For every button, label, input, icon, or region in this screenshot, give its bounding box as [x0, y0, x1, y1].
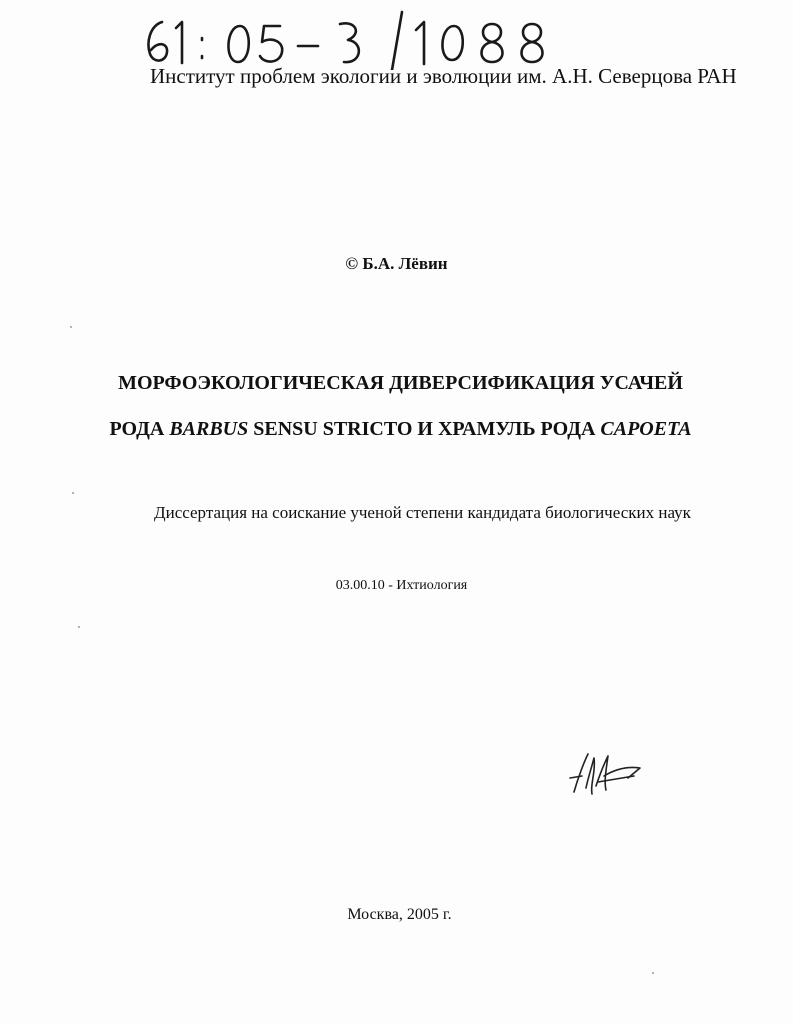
- scan-speck: [652, 972, 654, 974]
- author-name: © Б.А. Лёвин: [345, 254, 448, 273]
- title-middle: SENSU STRICTO И ХРАМУЛЬ РОДА: [248, 418, 601, 440]
- degree-statement: Диссертация на соискание ученой степени кандидата биологических наук: [154, 503, 691, 522]
- scan-speck: [78, 626, 80, 628]
- genus-capoeta: CAPOETA: [600, 418, 692, 440]
- institute-name: Институт проблем экологии и эволюции им. А.Н. Северцова РАН: [150, 64, 737, 88]
- title-prefix: РОДА: [109, 418, 170, 440]
- handwritten-code-drawing: [140, 8, 570, 70]
- handwritten-signature: [568, 748, 646, 800]
- dissertation-title-line-2: [0, 418, 793, 441]
- handwritten-archive-code: [140, 8, 570, 70]
- signature-drawing: [568, 748, 646, 800]
- scan-speck: [72, 492, 74, 494]
- specialty-code: 03.00.10 - Ихтиология: [335, 578, 468, 593]
- dissertation-title-line-1: МОРФОЭКОЛОГИЧЕСКАЯ ДИВЕРСИФИКАЦИЯ УСАЧЕЙ: [118, 372, 683, 394]
- scan-speck: [70, 326, 72, 328]
- place-and-year: Москва, 2005 г.: [347, 906, 452, 923]
- genus-barbus: BARBUS: [169, 418, 249, 440]
